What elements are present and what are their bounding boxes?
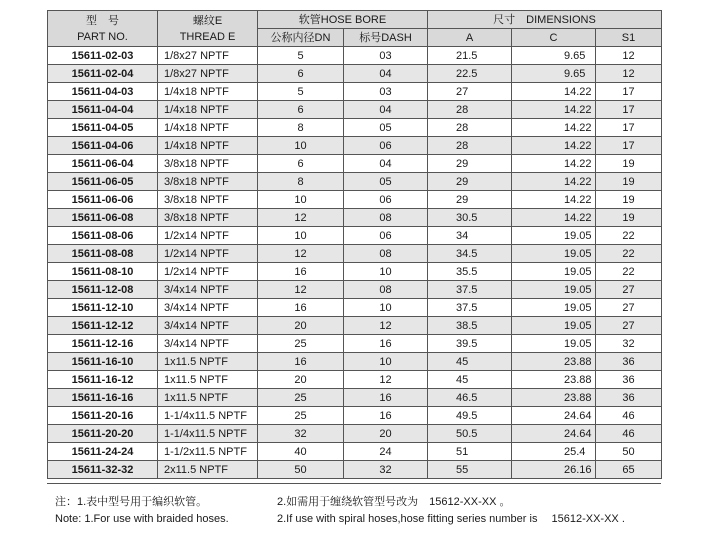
- cell-dash: 10: [344, 299, 428, 317]
- cell-c: 19.05: [512, 335, 596, 353]
- cell-c: 19.05: [512, 317, 596, 335]
- cell-part-no: 15611-08-08: [48, 245, 158, 263]
- table-body: [48, 47, 662, 479]
- cell-dash: 08: [344, 281, 428, 299]
- cell-dn: 6: [258, 65, 344, 83]
- cell-thread: 2x11.5 NPTF: [158, 461, 258, 479]
- cell-part-no: 15611-12-08: [48, 281, 158, 299]
- cell-thread: 1/2x14 NPTF: [158, 263, 258, 281]
- cell-a: 29: [428, 191, 512, 209]
- cell-thread: 3/8x18 NPTF: [158, 209, 258, 227]
- cell-dn: 16: [258, 299, 344, 317]
- cell-s1: 36: [596, 353, 662, 371]
- cell-s1: 17: [596, 101, 662, 119]
- cell-dn: 8: [258, 173, 344, 191]
- cell-dn: 5: [258, 47, 344, 65]
- cell-s1: 36: [596, 389, 662, 407]
- cell-s1: 19: [596, 155, 662, 173]
- cell-dn: 10: [258, 227, 344, 245]
- cell-c: 23.88: [512, 371, 596, 389]
- cell-s1: 19: [596, 173, 662, 191]
- table-row: [48, 101, 662, 119]
- cell-dn: 6: [258, 155, 344, 173]
- cell-part-no: 15611-08-10: [48, 263, 158, 281]
- cell-thread: 3/4x14 NPTF: [158, 317, 258, 335]
- cell-dash: 12: [344, 317, 428, 335]
- table-row: [48, 281, 662, 299]
- header-part-cn: 型 号: [86, 14, 119, 27]
- cell-s1: 50: [596, 443, 662, 461]
- notes: [55, 494, 675, 528]
- cell-a: 49.5: [428, 407, 512, 425]
- cell-dn: 25: [258, 389, 344, 407]
- cell-dn: 16: [258, 263, 344, 281]
- cell-a: 39.5: [428, 335, 512, 353]
- cell-c: 14.22: [512, 191, 596, 209]
- cell-dn: 12: [258, 245, 344, 263]
- table-row: [48, 317, 662, 335]
- cell-thread: 1x11.5 NPTF: [158, 371, 258, 389]
- cell-a: 34: [428, 227, 512, 245]
- cell-a: 46.5: [428, 389, 512, 407]
- header-part-no: [48, 11, 158, 47]
- cell-s1: 27: [596, 281, 662, 299]
- cell-s1: 27: [596, 299, 662, 317]
- cell-dash: 10: [344, 353, 428, 371]
- note2-cn: 2.如需用于缠绕软管型号改为 15612-XX-XX 。: [277, 496, 511, 508]
- cell-dn: 40: [258, 443, 344, 461]
- cell-part-no: 15611-06-08: [48, 209, 158, 227]
- cell-a: 45: [428, 353, 512, 371]
- cell-c: 19.05: [512, 227, 596, 245]
- cell-thread: 1/2x14 NPTF: [158, 227, 258, 245]
- cell-a: 45: [428, 371, 512, 389]
- cell-a: 28: [428, 137, 512, 155]
- cell-c: 25.4: [512, 443, 596, 461]
- cell-thread: 3/4x14 NPTF: [158, 335, 258, 353]
- cell-dash: 16: [344, 335, 428, 353]
- header-part-en: PART NO.: [77, 30, 128, 43]
- cell-dn: 50: [258, 461, 344, 479]
- header-hose-bore: 软管HOSE BORE: [258, 11, 428, 29]
- cell-dash: 06: [344, 227, 428, 245]
- cell-a: 38.5: [428, 317, 512, 335]
- cell-s1: 22: [596, 227, 662, 245]
- table-row: [48, 173, 662, 191]
- cell-thread: 1/8x27 NPTF: [158, 47, 258, 65]
- table-header: [48, 11, 662, 47]
- cell-dash: 12: [344, 371, 428, 389]
- cell-c: 23.88: [512, 389, 596, 407]
- cell-thread: 1/4x18 NPTF: [158, 137, 258, 155]
- cell-dn: 16: [258, 353, 344, 371]
- table-row: [48, 209, 662, 227]
- cell-thread: 1-1/4x11.5 NPTF: [158, 425, 258, 443]
- cell-thread: 1x11.5 NPTF: [158, 353, 258, 371]
- cell-s1: 65: [596, 461, 662, 479]
- table-row: [48, 299, 662, 317]
- header-thread-cn: 螺纹E: [192, 14, 223, 27]
- cell-s1: 12: [596, 47, 662, 65]
- cell-thread: 1/4x18 NPTF: [158, 101, 258, 119]
- cell-dn: 25: [258, 335, 344, 353]
- cell-c: 26.16: [512, 461, 596, 479]
- cell-dn: 32: [258, 425, 344, 443]
- cell-a: 37.5: [428, 299, 512, 317]
- cell-dash: 06: [344, 137, 428, 155]
- cell-dn: 8: [258, 119, 344, 137]
- cell-s1: 19: [596, 209, 662, 227]
- cell-dn: 10: [258, 191, 344, 209]
- cell-a: 30.5: [428, 209, 512, 227]
- cell-dash: 03: [344, 47, 428, 65]
- cell-part-no: 15611-02-04: [48, 65, 158, 83]
- cell-dash: 04: [344, 65, 428, 83]
- notes-en-row: [55, 511, 675, 528]
- cell-part-no: 15611-16-10: [48, 353, 158, 371]
- cell-s1: 32: [596, 335, 662, 353]
- cell-thread: 1/4x18 NPTF: [158, 83, 258, 101]
- cell-thread: 1x11.5 NPTF: [158, 389, 258, 407]
- header-dash: 标号DASH: [344, 29, 428, 47]
- cell-c: 14.22: [512, 173, 596, 191]
- cell-dash: 16: [344, 389, 428, 407]
- cell-dash: 24: [344, 443, 428, 461]
- cell-s1: 19: [596, 191, 662, 209]
- cell-c: 14.22: [512, 83, 596, 101]
- cell-a: 22.5: [428, 65, 512, 83]
- cell-dash: 08: [344, 209, 428, 227]
- cell-dash: 32: [344, 461, 428, 479]
- table-row: [48, 371, 662, 389]
- cell-s1: 46: [596, 407, 662, 425]
- header-dimensions: 尺寸 DIMENSIONS: [428, 11, 662, 29]
- cell-part-no: 15611-24-24: [48, 443, 158, 461]
- table-row: [48, 47, 662, 65]
- cell-part-no: 15611-06-06: [48, 191, 158, 209]
- fitting-spec-table: [47, 10, 662, 479]
- cell-c: 14.22: [512, 209, 596, 227]
- cell-dn: 20: [258, 371, 344, 389]
- table-row: [48, 407, 662, 425]
- cell-dash: 05: [344, 173, 428, 191]
- cell-c: 9.65: [512, 47, 596, 65]
- cell-part-no: 15611-04-03: [48, 83, 158, 101]
- header-s1: S1: [596, 29, 662, 47]
- cell-s1: 46: [596, 425, 662, 443]
- cell-c: 19.05: [512, 281, 596, 299]
- table-row: [48, 263, 662, 281]
- header-dn: 公称内径DN: [258, 29, 344, 47]
- note2-en: 2.If use with spiral hoses,hose fitting series number is 15612-XX-XX .: [277, 513, 625, 525]
- cell-dash: 04: [344, 101, 428, 119]
- table-row: [48, 155, 662, 173]
- table-row: [48, 119, 662, 137]
- cell-part-no: 15611-04-05: [48, 119, 158, 137]
- cell-c: 14.22: [512, 137, 596, 155]
- cell-dash: 04: [344, 155, 428, 173]
- notes-cn-row: [55, 494, 675, 511]
- table-row: [48, 389, 662, 407]
- cell-a: 28: [428, 119, 512, 137]
- table-row: [48, 191, 662, 209]
- spec-sheet: [47, 10, 661, 479]
- header-thread: [158, 11, 258, 47]
- cell-s1: 17: [596, 137, 662, 155]
- cell-dn: 12: [258, 209, 344, 227]
- cell-thread: 3/8x18 NPTF: [158, 155, 258, 173]
- table-row: [48, 335, 662, 353]
- cell-part-no: 15611-20-20: [48, 425, 158, 443]
- cell-s1: 27: [596, 317, 662, 335]
- cell-a: 55: [428, 461, 512, 479]
- cell-dn: 5: [258, 83, 344, 101]
- table-row: [48, 425, 662, 443]
- note1-cn: 注：1.表中型号用于编织软管。: [55, 496, 208, 508]
- cell-thread: 3/8x18 NPTF: [158, 191, 258, 209]
- cell-a: 37.5: [428, 281, 512, 299]
- cell-dn: 6: [258, 101, 344, 119]
- cell-a: 34.5: [428, 245, 512, 263]
- cell-dash: 06: [344, 191, 428, 209]
- cell-s1: 12: [596, 65, 662, 83]
- cell-part-no: 15611-12-16: [48, 335, 158, 353]
- cell-a: 50.5: [428, 425, 512, 443]
- cell-part-no: 15611-06-05: [48, 173, 158, 191]
- cell-thread: 1/2x14 NPTF: [158, 245, 258, 263]
- cell-dn: 10: [258, 137, 344, 155]
- table-row: [48, 83, 662, 101]
- cell-a: 51: [428, 443, 512, 461]
- cell-thread: 3/4x14 NPTF: [158, 281, 258, 299]
- cell-part-no: 15611-32-32: [48, 461, 158, 479]
- table-row: [48, 227, 662, 245]
- cell-c: 24.64: [512, 407, 596, 425]
- cell-part-no: 15611-20-16: [48, 407, 158, 425]
- table-row: [48, 245, 662, 263]
- cell-a: 29: [428, 155, 512, 173]
- cell-dn: 12: [258, 281, 344, 299]
- cell-c: 14.22: [512, 119, 596, 137]
- cell-s1: 36: [596, 371, 662, 389]
- cell-part-no: 15611-04-06: [48, 137, 158, 155]
- table-row: [48, 461, 662, 479]
- cell-part-no: 15611-04-04: [48, 101, 158, 119]
- cell-part-no: 15611-06-04: [48, 155, 158, 173]
- cell-dn: 25: [258, 407, 344, 425]
- cell-dash: 05: [344, 119, 428, 137]
- cell-part-no: 15611-16-12: [48, 371, 158, 389]
- header-c: C: [512, 29, 596, 47]
- cell-dash: 03: [344, 83, 428, 101]
- header-a: A: [428, 29, 512, 47]
- cell-s1: 17: [596, 119, 662, 137]
- cell-part-no: 15611-16-16: [48, 389, 158, 407]
- cell-dash: 08: [344, 245, 428, 263]
- cell-part-no: 15611-12-10: [48, 299, 158, 317]
- cell-c: 14.22: [512, 155, 596, 173]
- table-row: [48, 353, 662, 371]
- cell-part-no: 15611-02-03: [48, 47, 158, 65]
- cell-part-no: 15611-08-06: [48, 227, 158, 245]
- cell-c: 24.64: [512, 425, 596, 443]
- cell-c: 9.65: [512, 65, 596, 83]
- note1-en: Note: 1.For use with braided hoses.: [55, 513, 229, 525]
- cell-a: 27: [428, 83, 512, 101]
- cell-dash: 20: [344, 425, 428, 443]
- table-row: [48, 137, 662, 155]
- cell-thread: 1/4x18 NPTF: [158, 119, 258, 137]
- cell-c: 19.05: [512, 263, 596, 281]
- cell-c: 23.88: [512, 353, 596, 371]
- cell-dash: 16: [344, 407, 428, 425]
- bottom-rule: [47, 483, 661, 484]
- cell-c: 19.05: [512, 299, 596, 317]
- table-row: [48, 65, 662, 83]
- cell-a: 35.5: [428, 263, 512, 281]
- cell-a: 29: [428, 173, 512, 191]
- cell-s1: 17: [596, 83, 662, 101]
- cell-part-no: 15611-12-12: [48, 317, 158, 335]
- cell-c: 19.05: [512, 245, 596, 263]
- cell-a: 21.5: [428, 47, 512, 65]
- table-row: [48, 443, 662, 461]
- cell-s1: 22: [596, 263, 662, 281]
- cell-dash: 10: [344, 263, 428, 281]
- cell-c: 14.22: [512, 101, 596, 119]
- cell-dn: 20: [258, 317, 344, 335]
- cell-thread: 3/4x14 NPTF: [158, 299, 258, 317]
- cell-a: 28: [428, 101, 512, 119]
- cell-s1: 22: [596, 245, 662, 263]
- cell-thread: 1/8x27 NPTF: [158, 65, 258, 83]
- header-thread-en: THREAD E: [179, 30, 236, 43]
- cell-thread: 1-1/4x11.5 NPTF: [158, 407, 258, 425]
- cell-thread: 1-1/2x11.5 NPTF: [158, 443, 258, 461]
- cell-thread: 3/8x18 NPTF: [158, 173, 258, 191]
